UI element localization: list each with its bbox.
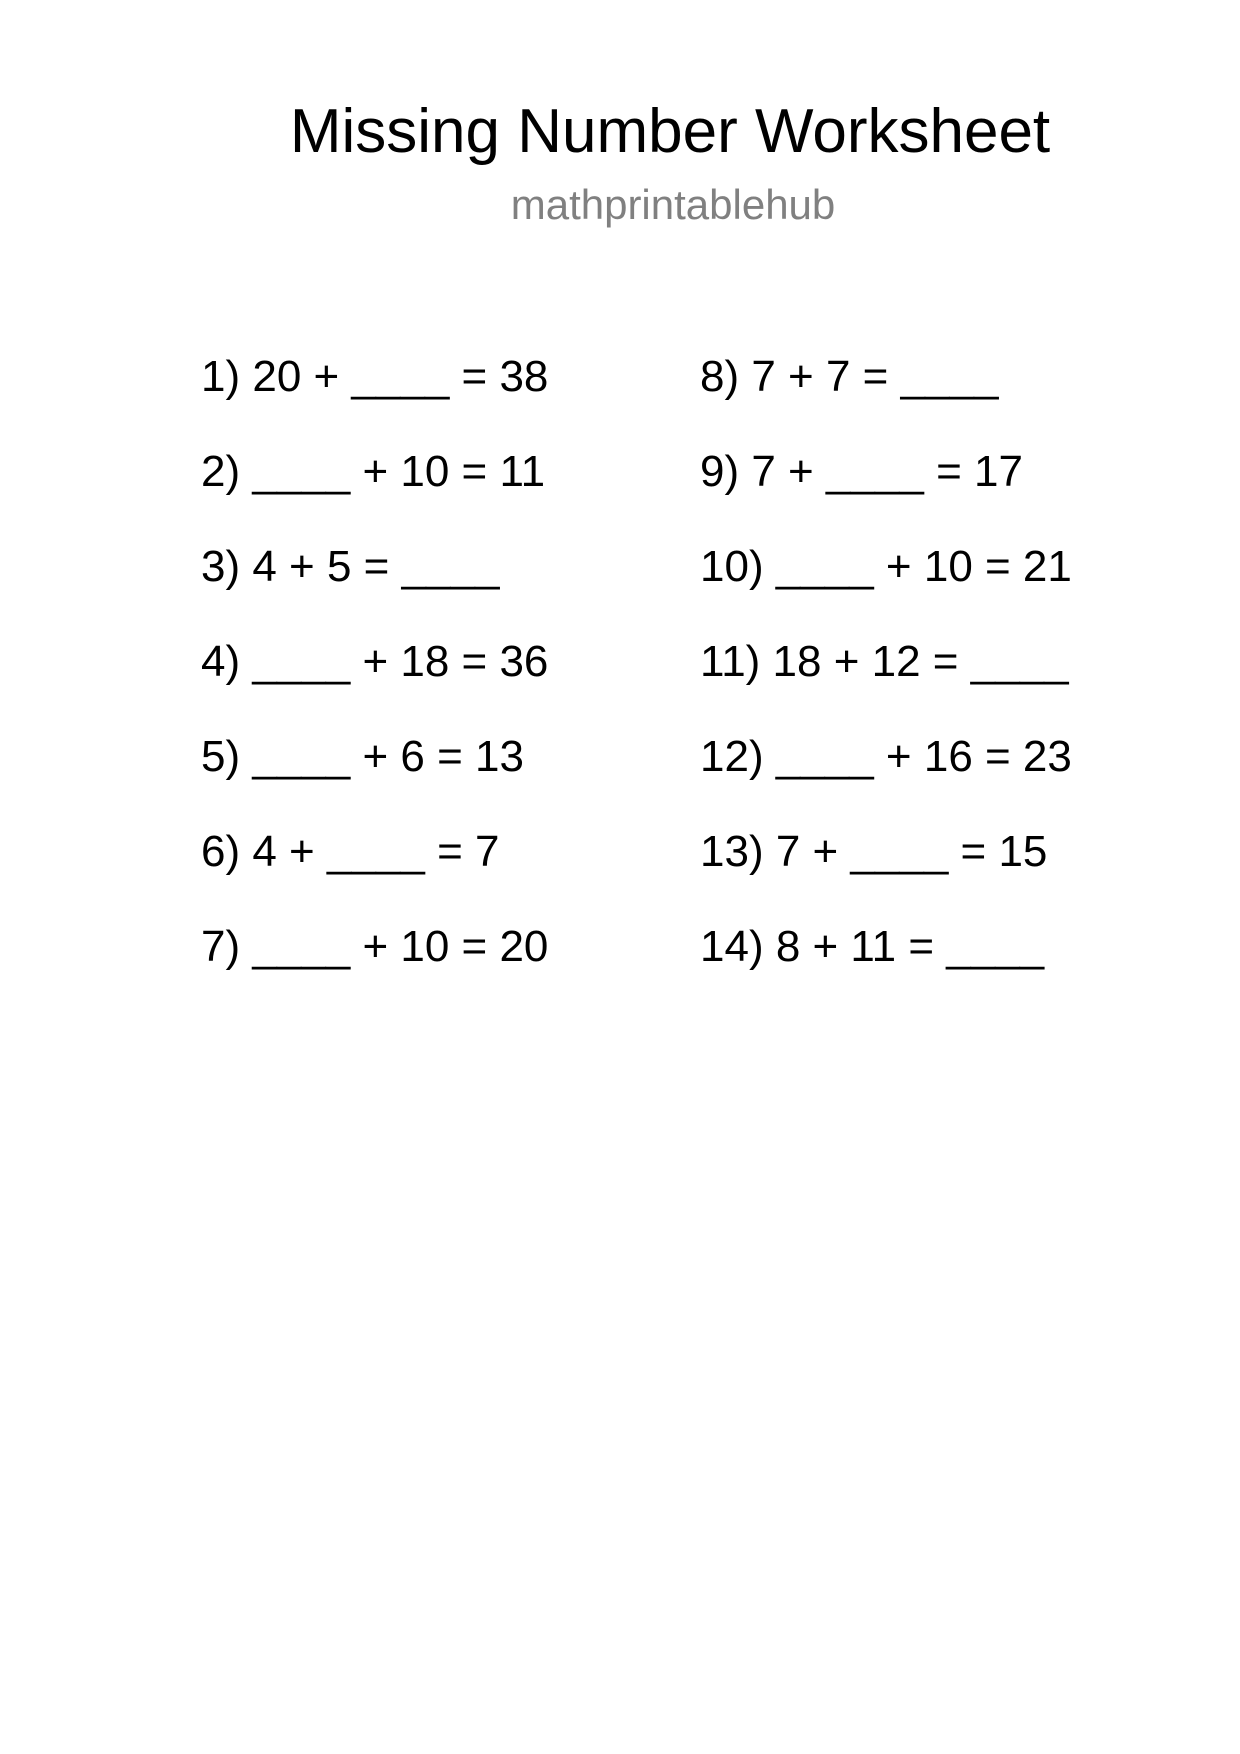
problem-5: 5) ____ + 6 = 13	[201, 732, 524, 781]
problem-3: 3) 4 + 5 = ____	[201, 542, 500, 591]
problem-12: 12) ____ + 16 = 23	[700, 732, 1072, 781]
problem-7: 7) ____ + 10 = 20	[201, 922, 549, 971]
problems-left-column	[201, 352, 548, 1017]
problem-9: 9) 7 + ____ = 17	[700, 447, 1023, 496]
problem-13: 13) 7 + ____ = 15	[700, 827, 1048, 876]
problem-1: 1) 20 + ____ = 38	[201, 352, 549, 401]
problem-2: 2) ____ + 10 = 11	[201, 447, 546, 496]
problem-6: 6) 4 + ____ = 7	[201, 827, 500, 876]
worksheet-subtitle: mathprintablehub	[510, 181, 836, 228]
problem-11: 11) 18 + 12 = ____	[700, 637, 1069, 686]
problem-10: 10) ____ + 10 = 21	[700, 542, 1072, 591]
worksheet-title: Missing Number Worksheet	[289, 97, 1051, 166]
problem-14: 14) 8 + 11 = ____	[700, 922, 1045, 971]
problem-8: 8) 7 + 7 = ____	[700, 352, 999, 401]
problem-4: 4) ____ + 18 = 36	[201, 637, 549, 686]
problems-right-column	[700, 352, 1072, 1017]
